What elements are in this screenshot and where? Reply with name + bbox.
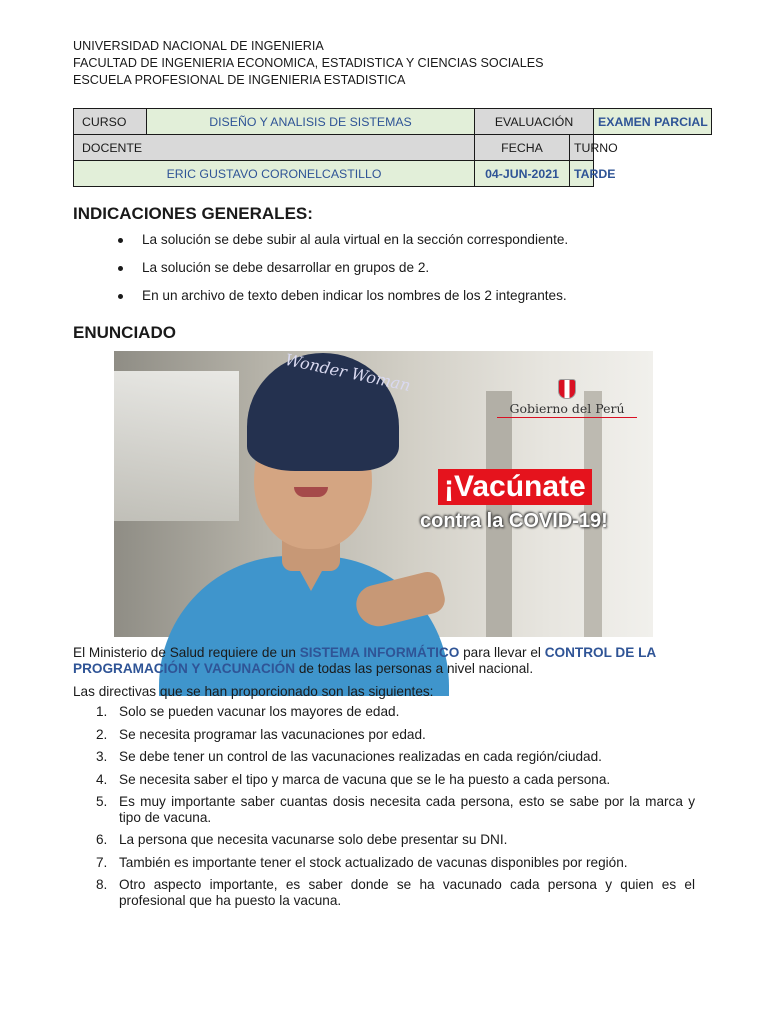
list-item xyxy=(96,704,695,720)
indicaciones-list xyxy=(115,231,568,315)
highlight-sistema: SISTEMA INFORMÁTICO xyxy=(299,645,460,660)
banner-headline: ¡Vacúnate xyxy=(438,469,592,505)
list-item-text: Otro aspecto importante, es saber donde se ha vacunado cada persona y quien es el profesional que ha puesto la vacuna. xyxy=(119,877,695,908)
list-item-text: Solo se pueden vacunar los mayores de edad. xyxy=(119,704,400,719)
table-row xyxy=(74,161,712,187)
list-item xyxy=(115,287,568,315)
gobierno-underline xyxy=(497,417,637,418)
fecha-value: 04-JUN-2021 xyxy=(475,161,570,187)
hallway-window xyxy=(114,371,239,521)
evaluacion-label: EVALUACIÓN xyxy=(475,109,594,135)
docente-label: DOCENTE xyxy=(74,135,475,161)
fecha-label: FECHA xyxy=(475,135,570,161)
list-number: 7. xyxy=(96,854,108,870)
nurse-mouth xyxy=(294,487,328,497)
list-item-text: Se necesita programar las vacunaciones por edad. xyxy=(119,726,426,742)
list-item xyxy=(96,832,695,848)
list-number: 4. xyxy=(96,771,108,787)
directives-intro: Las directivas que se han proporcionado son las siguientes: xyxy=(73,684,434,699)
faculty-name: FACULTAD DE INGENIERIA ECONOMICA, ESTADISTICA Y CIENCIAS SOCIALES xyxy=(73,56,544,70)
document-header xyxy=(73,38,544,89)
banner-subline: contra la COVID-19! xyxy=(420,510,608,532)
list-item-text: La persona que necesita vacunarse solo debe presentar su DNI. xyxy=(119,832,508,847)
school-name: ESCUELA PROFESIONAL DE INGENIERIA ESTADISTICA xyxy=(73,73,406,87)
list-item-text: Se necesita saber el tipo y marca de vacuna que se le ha puesto a cada persona. xyxy=(119,771,611,787)
curso-value: DISEÑO Y ANALISIS DE SISTEMAS xyxy=(147,109,475,135)
gobierno-logo xyxy=(497,379,637,418)
scrubs-neckline xyxy=(289,551,333,591)
list-number: 6. xyxy=(96,832,108,847)
bullet-icon xyxy=(118,294,123,299)
list-item-text: La solución se debe subir al aula virtual en la sección correspondiente. xyxy=(142,232,569,247)
bullet-icon xyxy=(118,238,123,243)
list-item xyxy=(115,259,568,287)
list-item xyxy=(96,749,695,765)
list-number: 5. xyxy=(96,794,108,809)
list-number: 2. xyxy=(96,726,108,742)
paragraph-text: para llevar el xyxy=(459,645,545,660)
indicaciones-heading: INDICACIONES GENERALES: xyxy=(73,204,313,223)
vaccination-banner-image xyxy=(114,351,653,637)
paragraph-text: El Ministerio de Salud requiere de un xyxy=(73,645,300,660)
peru-shield-icon xyxy=(558,379,576,399)
evaluacion-value: EXAMEN PARCIAL xyxy=(594,109,712,135)
paragraph-text: de todas las personas a nivel nacional. xyxy=(295,660,534,676)
list-item-text: Es muy importante saber cuantas dosis necesita cada persona, esto se sabe por la marca y tipo de vacuna. xyxy=(119,794,695,825)
table-row xyxy=(74,109,712,135)
list-number: 1. xyxy=(96,704,108,719)
docente-value: ERIC GUSTAVO CORONELCASTILLO xyxy=(74,161,475,187)
turno-label: TURNO xyxy=(570,135,594,161)
list-item-text: También es importante tener el stock actualizado de vacunas disponibles por región. xyxy=(119,854,628,870)
list-item-text: La solución se debe desarrollar en grupos de 2. xyxy=(142,260,430,275)
list-number: 3. xyxy=(96,749,108,764)
gobierno-text: Gobierno del Perú xyxy=(509,401,625,416)
list-item xyxy=(96,772,695,788)
list-item-text: Se debe tener un control de las vacunaciones realizadas en cada región/ciudad. xyxy=(119,749,602,764)
list-item xyxy=(96,877,695,908)
directives-list xyxy=(96,704,695,915)
list-item xyxy=(115,231,568,259)
bullet-icon xyxy=(118,266,123,271)
highlight-control: CONTROL DE LA PROGRAMACIÓN Y VACUNACIÓN xyxy=(73,645,656,676)
university-name: UNIVERSIDAD NACIONAL DE INGENIERIA xyxy=(73,39,324,53)
exam-info-table xyxy=(73,108,712,187)
curso-label: CURSO xyxy=(74,109,147,135)
cap-print: Wonder Woman xyxy=(283,349,413,396)
list-number: 8. xyxy=(96,877,108,892)
list-item-text: En un archivo de texto deben indicar los nombres de los 2 integrantes. xyxy=(142,288,567,303)
table-row xyxy=(74,135,712,161)
list-item xyxy=(96,855,695,871)
list-item xyxy=(96,794,695,825)
enunciado-paragraph xyxy=(73,645,695,676)
list-item xyxy=(96,727,695,743)
enunciado-heading: ENUNCIADO xyxy=(73,323,176,342)
turno-value: TARDE xyxy=(570,161,594,187)
